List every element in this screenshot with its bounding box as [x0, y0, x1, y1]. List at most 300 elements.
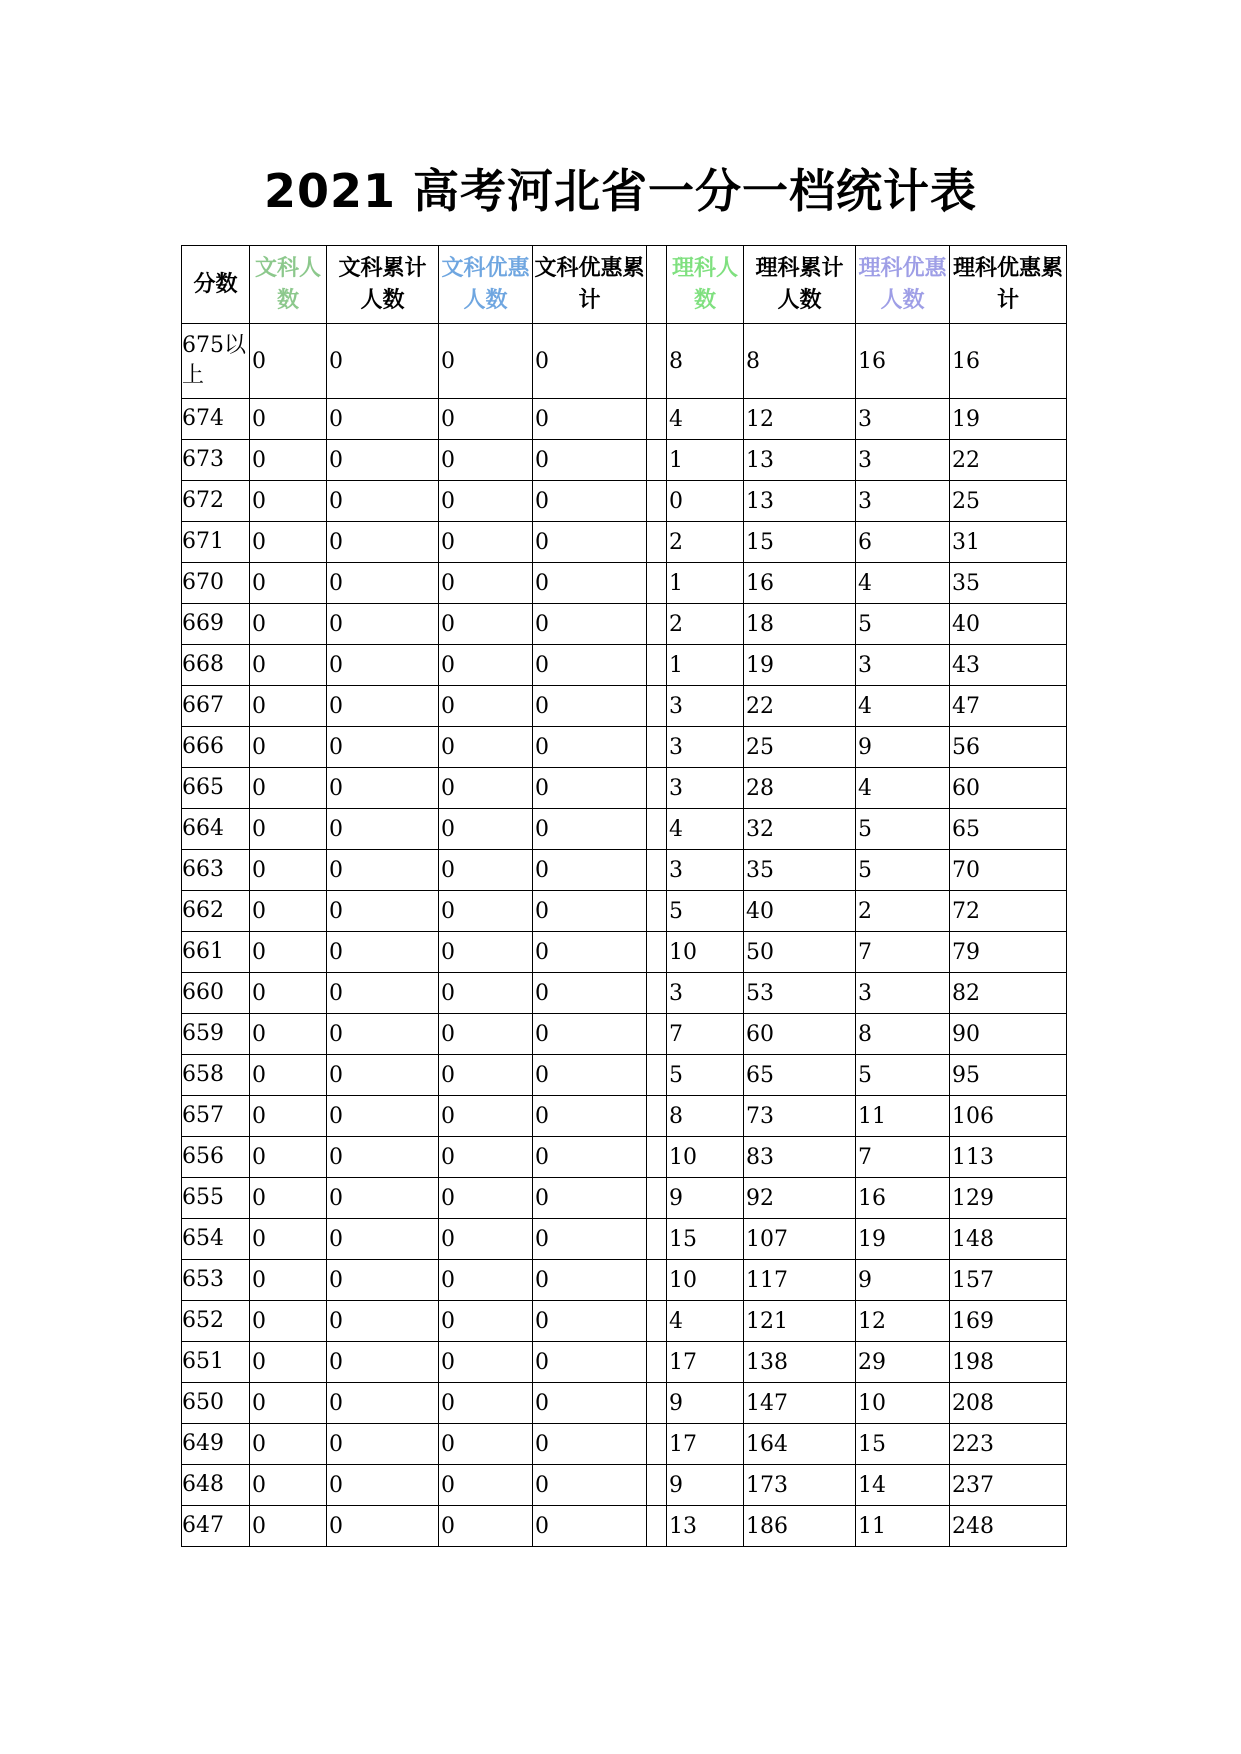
spacer-cell [647, 1383, 667, 1424]
li-youhui-leiji-cell: 22 [950, 440, 1067, 481]
score-cell: 650 [182, 1383, 250, 1424]
wen-youhui-leiji-cell: 0 [533, 604, 647, 645]
wen-renshu-cell: 0 [250, 932, 327, 973]
wen-youhui-leiji-cell: 0 [533, 1178, 647, 1219]
li-renshu-cell: 3 [667, 686, 744, 727]
table-row [182, 1424, 1067, 1465]
table-row [182, 563, 1067, 604]
li-youhui-leiji-cell: 248 [950, 1506, 1067, 1547]
wen-youhui-cell: 0 [439, 1383, 533, 1424]
table-row [182, 604, 1067, 645]
wen-renshu-cell: 0 [250, 686, 327, 727]
table-row [182, 973, 1067, 1014]
wen-renshu-cell: 0 [250, 399, 327, 440]
table-body [182, 324, 1067, 1547]
li-leiji-cell: 22 [744, 686, 856, 727]
wen-youhui-cell: 0 [439, 645, 533, 686]
score-cell: 651 [182, 1342, 250, 1383]
spacer-cell [647, 727, 667, 768]
wen-youhui-leiji-cell: 0 [533, 481, 647, 522]
table-row [182, 324, 1067, 399]
wen-leiji-cell: 0 [327, 891, 439, 932]
li-leiji-cell: 117 [744, 1260, 856, 1301]
li-leiji-cell: 16 [744, 563, 856, 604]
li-youhui-cell: 4 [856, 563, 950, 604]
li-youhui-cell: 7 [856, 932, 950, 973]
table-row [182, 1301, 1067, 1342]
wen-youhui-leiji-cell: 0 [533, 324, 647, 399]
wen-youhui-cell: 0 [439, 324, 533, 399]
li-renshu-cell: 17 [667, 1424, 744, 1465]
li-youhui-cell: 5 [856, 850, 950, 891]
table-row [182, 481, 1067, 522]
li-youhui-leiji-cell: 56 [950, 727, 1067, 768]
wen-leiji-cell: 0 [327, 1260, 439, 1301]
score-cell: 666 [182, 727, 250, 768]
wen-youhui-cell: 0 [439, 1342, 533, 1383]
li-youhui-cell: 8 [856, 1014, 950, 1055]
wen-renshu-cell: 0 [250, 1219, 327, 1260]
wen-leiji-cell: 0 [327, 645, 439, 686]
spacer-cell [647, 522, 667, 563]
score-cell: 661 [182, 932, 250, 973]
table-row [182, 399, 1067, 440]
score-cell: 665 [182, 768, 250, 809]
score-cell: 652 [182, 1301, 250, 1342]
wen-renshu-cell: 0 [250, 1014, 327, 1055]
li-youhui-cell: 29 [856, 1342, 950, 1383]
li-leiji-cell: 8 [744, 324, 856, 399]
li-youhui-leiji-cell: 95 [950, 1055, 1067, 1096]
score-cell: 668 [182, 645, 250, 686]
wen-leiji-cell: 0 [327, 440, 439, 481]
wen-youhui-cell: 0 [439, 563, 533, 604]
wen-renshu-cell: 0 [250, 1424, 327, 1465]
table-row [182, 440, 1067, 481]
table-row [182, 1219, 1067, 1260]
li-youhui-leiji-cell: 35 [950, 563, 1067, 604]
li-leiji-cell: 35 [744, 850, 856, 891]
wen-youhui-leiji-cell: 0 [533, 645, 647, 686]
header-wen-youhui-leiji: 文科优惠累计 [533, 246, 647, 324]
wen-leiji-cell: 0 [327, 850, 439, 891]
li-youhui-cell: 3 [856, 481, 950, 522]
wen-leiji-cell: 0 [327, 727, 439, 768]
wen-leiji-cell: 0 [327, 1383, 439, 1424]
li-youhui-leiji-cell: 129 [950, 1178, 1067, 1219]
wen-youhui-cell: 0 [439, 1465, 533, 1506]
spacer-cell [647, 809, 667, 850]
score-cell: 658 [182, 1055, 250, 1096]
score-cell: 653 [182, 1260, 250, 1301]
wen-youhui-cell: 0 [439, 686, 533, 727]
li-youhui-leiji-cell: 237 [950, 1465, 1067, 1506]
spacer-cell [647, 1055, 667, 1096]
table-row [182, 1342, 1067, 1383]
score-cell: 667 [182, 686, 250, 727]
table-row [182, 1178, 1067, 1219]
score-cell: 660 [182, 973, 250, 1014]
li-renshu-cell: 9 [667, 1465, 744, 1506]
spacer-cell [647, 850, 667, 891]
wen-youhui-cell: 0 [439, 481, 533, 522]
wen-youhui-leiji-cell: 0 [533, 1096, 647, 1137]
wen-youhui-cell: 0 [439, 1424, 533, 1465]
wen-youhui-leiji-cell: 0 [533, 973, 647, 1014]
li-youhui-leiji-cell: 65 [950, 809, 1067, 850]
li-leiji-cell: 53 [744, 973, 856, 1014]
spacer-cell [647, 1301, 667, 1342]
wen-youhui-leiji-cell: 0 [533, 727, 647, 768]
li-youhui-cell: 11 [856, 1096, 950, 1137]
wen-youhui-cell: 0 [439, 1219, 533, 1260]
li-leiji-cell: 15 [744, 522, 856, 563]
table-row [182, 1383, 1067, 1424]
wen-youhui-cell: 0 [439, 1506, 533, 1547]
spacer-cell [647, 645, 667, 686]
table-row [182, 686, 1067, 727]
li-youhui-leiji-cell: 90 [950, 1014, 1067, 1055]
wen-renshu-cell: 0 [250, 1383, 327, 1424]
wen-youhui-leiji-cell: 0 [533, 1014, 647, 1055]
li-youhui-leiji-cell: 106 [950, 1096, 1067, 1137]
wen-renshu-cell: 0 [250, 973, 327, 1014]
li-renshu-cell: 2 [667, 604, 744, 645]
li-youhui-leiji-cell: 223 [950, 1424, 1067, 1465]
li-leiji-cell: 83 [744, 1137, 856, 1178]
spacer-cell [647, 1506, 667, 1547]
wen-youhui-leiji-cell: 0 [533, 563, 647, 604]
wen-leiji-cell: 0 [327, 1178, 439, 1219]
wen-youhui-leiji-cell: 0 [533, 1219, 647, 1260]
wen-leiji-cell: 0 [327, 522, 439, 563]
li-renshu-cell: 3 [667, 727, 744, 768]
li-youhui-cell: 9 [856, 1260, 950, 1301]
table-row [182, 1465, 1067, 1506]
wen-leiji-cell: 0 [327, 1342, 439, 1383]
li-youhui-cell: 11 [856, 1506, 950, 1547]
header-li-youhui-leiji: 理科优惠累计 [950, 246, 1067, 324]
li-renshu-cell: 1 [667, 563, 744, 604]
spacer-cell [647, 1219, 667, 1260]
li-renshu-cell: 4 [667, 809, 744, 850]
wen-leiji-cell: 0 [327, 1219, 439, 1260]
li-renshu-cell: 15 [667, 1219, 744, 1260]
li-youhui-cell: 16 [856, 1178, 950, 1219]
li-renshu-cell: 8 [667, 1096, 744, 1137]
header-wen-youhui: 文科优惠人数 [439, 246, 533, 324]
wen-youhui-cell: 0 [439, 1055, 533, 1096]
wen-renshu-cell: 0 [250, 563, 327, 604]
li-leiji-cell: 73 [744, 1096, 856, 1137]
wen-youhui-leiji-cell: 0 [533, 1301, 647, 1342]
wen-youhui-cell: 0 [439, 522, 533, 563]
li-youhui-cell: 10 [856, 1383, 950, 1424]
score-cell: 659 [182, 1014, 250, 1055]
li-leiji-cell: 18 [744, 604, 856, 645]
spacer-cell [647, 604, 667, 645]
wen-renshu-cell: 0 [250, 440, 327, 481]
li-youhui-leiji-cell: 169 [950, 1301, 1067, 1342]
score-cell: 670 [182, 563, 250, 604]
li-youhui-cell: 6 [856, 522, 950, 563]
li-youhui-cell: 3 [856, 399, 950, 440]
wen-youhui-cell: 0 [439, 1137, 533, 1178]
wen-renshu-cell: 0 [250, 1506, 327, 1547]
table-row [182, 522, 1067, 563]
wen-youhui-leiji-cell: 0 [533, 686, 647, 727]
wen-youhui-leiji-cell: 0 [533, 932, 647, 973]
li-leiji-cell: 173 [744, 1465, 856, 1506]
li-youhui-cell: 3 [856, 645, 950, 686]
table-row [182, 1137, 1067, 1178]
wen-youhui-leiji-cell: 0 [533, 891, 647, 932]
score-cell: 649 [182, 1424, 250, 1465]
wen-youhui-leiji-cell: 0 [533, 440, 647, 481]
li-youhui-leiji-cell: 208 [950, 1383, 1067, 1424]
wen-leiji-cell: 0 [327, 563, 439, 604]
spacer-cell [647, 1260, 667, 1301]
wen-youhui-cell: 0 [439, 850, 533, 891]
table-row [182, 1055, 1067, 1096]
li-youhui-leiji-cell: 148 [950, 1219, 1067, 1260]
wen-leiji-cell: 0 [327, 481, 439, 522]
wen-youhui-cell: 0 [439, 399, 533, 440]
score-cell: 662 [182, 891, 250, 932]
header-score: 分数 [182, 246, 250, 324]
li-youhui-cell: 19 [856, 1219, 950, 1260]
wen-youhui-cell: 0 [439, 768, 533, 809]
wen-renshu-cell: 0 [250, 645, 327, 686]
li-youhui-leiji-cell: 198 [950, 1342, 1067, 1383]
wen-renshu-cell: 0 [250, 891, 327, 932]
li-leiji-cell: 164 [744, 1424, 856, 1465]
li-youhui-cell: 12 [856, 1301, 950, 1342]
table-row [182, 932, 1067, 973]
li-youhui-leiji-cell: 60 [950, 768, 1067, 809]
wen-youhui-leiji-cell: 0 [533, 1424, 647, 1465]
li-renshu-cell: 13 [667, 1506, 744, 1547]
wen-renshu-cell: 0 [250, 522, 327, 563]
spacer-cell [647, 1465, 667, 1506]
li-renshu-cell: 9 [667, 1178, 744, 1219]
header-row [182, 246, 1067, 324]
wen-youhui-cell: 0 [439, 809, 533, 850]
spacer-cell [647, 932, 667, 973]
wen-renshu-cell: 0 [250, 1301, 327, 1342]
wen-renshu-cell: 0 [250, 809, 327, 850]
score-cell: 663 [182, 850, 250, 891]
li-renshu-cell: 9 [667, 1383, 744, 1424]
table-row [182, 1096, 1067, 1137]
wen-leiji-cell: 0 [327, 1014, 439, 1055]
header-li-renshu: 理科人数 [667, 246, 744, 324]
li-renshu-cell: 3 [667, 768, 744, 809]
li-leiji-cell: 13 [744, 481, 856, 522]
li-renshu-cell: 2 [667, 522, 744, 563]
li-renshu-cell: 7 [667, 1014, 744, 1055]
table-row [182, 809, 1067, 850]
wen-renshu-cell: 0 [250, 1465, 327, 1506]
li-renshu-cell: 8 [667, 324, 744, 399]
table-row [182, 727, 1067, 768]
wen-youhui-leiji-cell: 0 [533, 1506, 647, 1547]
wen-leiji-cell: 0 [327, 604, 439, 645]
wen-youhui-leiji-cell: 0 [533, 1055, 647, 1096]
wen-youhui-leiji-cell: 0 [533, 399, 647, 440]
wen-youhui-cell: 0 [439, 891, 533, 932]
header-li-leiji: 理科累计人数 [744, 246, 856, 324]
li-renshu-cell: 0 [667, 481, 744, 522]
wen-renshu-cell: 0 [250, 1055, 327, 1096]
wen-youhui-leiji-cell: 0 [533, 1260, 647, 1301]
table-row [182, 1014, 1067, 1055]
li-youhui-cell: 14 [856, 1465, 950, 1506]
header-li-youhui: 理科优惠人数 [856, 246, 950, 324]
spacer-cell [647, 1178, 667, 1219]
li-youhui-leiji-cell: 79 [950, 932, 1067, 973]
li-leiji-cell: 92 [744, 1178, 856, 1219]
li-renshu-cell: 5 [667, 1055, 744, 1096]
spacer-cell [647, 1096, 667, 1137]
li-leiji-cell: 107 [744, 1219, 856, 1260]
li-leiji-cell: 40 [744, 891, 856, 932]
score-cell: 674 [182, 399, 250, 440]
li-youhui-cell: 5 [856, 809, 950, 850]
score-table [181, 245, 1067, 1547]
li-youhui-cell: 5 [856, 1055, 950, 1096]
li-renshu-cell: 10 [667, 932, 744, 973]
wen-youhui-cell: 0 [439, 1260, 533, 1301]
spacer-cell [647, 399, 667, 440]
wen-renshu-cell: 0 [250, 727, 327, 768]
spacer-cell [647, 1014, 667, 1055]
score-cell: 672 [182, 481, 250, 522]
li-leiji-cell: 19 [744, 645, 856, 686]
li-youhui-cell: 16 [856, 324, 950, 399]
li-leiji-cell: 147 [744, 1383, 856, 1424]
wen-youhui-leiji-cell: 0 [533, 1465, 647, 1506]
wen-youhui-leiji-cell: 0 [533, 768, 647, 809]
li-leiji-cell: 13 [744, 440, 856, 481]
li-youhui-cell: 4 [856, 686, 950, 727]
wen-leiji-cell: 0 [327, 324, 439, 399]
header-spacer [647, 246, 667, 324]
wen-leiji-cell: 0 [327, 686, 439, 727]
wen-leiji-cell: 0 [327, 399, 439, 440]
wen-youhui-leiji-cell: 0 [533, 1342, 647, 1383]
wen-youhui-leiji-cell: 0 [533, 809, 647, 850]
wen-leiji-cell: 0 [327, 1301, 439, 1342]
spacer-cell [647, 563, 667, 604]
spacer-cell [647, 973, 667, 1014]
li-renshu-cell: 10 [667, 1260, 744, 1301]
li-renshu-cell: 10 [667, 1137, 744, 1178]
wen-renshu-cell: 0 [250, 324, 327, 399]
li-leiji-cell: 138 [744, 1342, 856, 1383]
li-renshu-cell: 3 [667, 973, 744, 1014]
wen-renshu-cell: 0 [250, 1137, 327, 1178]
wen-youhui-cell: 0 [439, 440, 533, 481]
li-leiji-cell: 25 [744, 727, 856, 768]
wen-youhui-leiji-cell: 0 [533, 1137, 647, 1178]
header-wen-renshu: 文科人数 [250, 246, 327, 324]
li-renshu-cell: 17 [667, 1342, 744, 1383]
li-youhui-cell: 4 [856, 768, 950, 809]
table-row [182, 645, 1067, 686]
score-cell: 671 [182, 522, 250, 563]
spacer-cell [647, 1342, 667, 1383]
score-cell: 657 [182, 1096, 250, 1137]
wen-youhui-leiji-cell: 0 [533, 1383, 647, 1424]
li-youhui-cell: 2 [856, 891, 950, 932]
wen-youhui-leiji-cell: 0 [533, 850, 647, 891]
wen-youhui-cell: 0 [439, 1301, 533, 1342]
wen-leiji-cell: 0 [327, 1424, 439, 1465]
li-leiji-cell: 12 [744, 399, 856, 440]
li-youhui-leiji-cell: 82 [950, 973, 1067, 1014]
spacer-cell [647, 1137, 667, 1178]
li-youhui-leiji-cell: 19 [950, 399, 1067, 440]
wen-renshu-cell: 0 [250, 1178, 327, 1219]
li-youhui-cell: 3 [856, 440, 950, 481]
score-cell: 675以上 [182, 324, 250, 399]
li-youhui-leiji-cell: 70 [950, 850, 1067, 891]
li-youhui-cell: 15 [856, 1424, 950, 1465]
li-youhui-cell: 5 [856, 604, 950, 645]
score-cell: 656 [182, 1137, 250, 1178]
li-youhui-cell: 7 [856, 1137, 950, 1178]
li-leiji-cell: 186 [744, 1506, 856, 1547]
spacer-cell [647, 686, 667, 727]
wen-leiji-cell: 0 [327, 973, 439, 1014]
score-cell: 654 [182, 1219, 250, 1260]
li-leiji-cell: 32 [744, 809, 856, 850]
li-youhui-leiji-cell: 113 [950, 1137, 1067, 1178]
spacer-cell [647, 891, 667, 932]
wen-renshu-cell: 0 [250, 481, 327, 522]
li-youhui-leiji-cell: 31 [950, 522, 1067, 563]
wen-leiji-cell: 0 [327, 1096, 439, 1137]
score-cell: 669 [182, 604, 250, 645]
li-renshu-cell: 1 [667, 440, 744, 481]
spacer-cell [647, 481, 667, 522]
wen-youhui-leiji-cell: 0 [533, 522, 647, 563]
wen-renshu-cell: 0 [250, 1342, 327, 1383]
wen-leiji-cell: 0 [327, 1137, 439, 1178]
table-row [182, 768, 1067, 809]
wen-renshu-cell: 0 [250, 604, 327, 645]
wen-renshu-cell: 0 [250, 1260, 327, 1301]
spacer-cell [647, 324, 667, 399]
wen-youhui-cell: 0 [439, 604, 533, 645]
li-renshu-cell: 5 [667, 891, 744, 932]
li-youhui-leiji-cell: 47 [950, 686, 1067, 727]
table-row [182, 850, 1067, 891]
wen-leiji-cell: 0 [327, 1506, 439, 1547]
li-youhui-leiji-cell: 72 [950, 891, 1067, 932]
li-youhui-leiji-cell: 16 [950, 324, 1067, 399]
li-renshu-cell: 1 [667, 645, 744, 686]
wen-youhui-cell: 0 [439, 727, 533, 768]
score-cell: 647 [182, 1506, 250, 1547]
wen-youhui-cell: 0 [439, 973, 533, 1014]
li-youhui-leiji-cell: 40 [950, 604, 1067, 645]
wen-renshu-cell: 0 [250, 850, 327, 891]
page-title: 2021 高考河北省一分一档统计表 [263, 164, 978, 218]
spacer-cell [647, 1424, 667, 1465]
li-youhui-leiji-cell: 157 [950, 1260, 1067, 1301]
